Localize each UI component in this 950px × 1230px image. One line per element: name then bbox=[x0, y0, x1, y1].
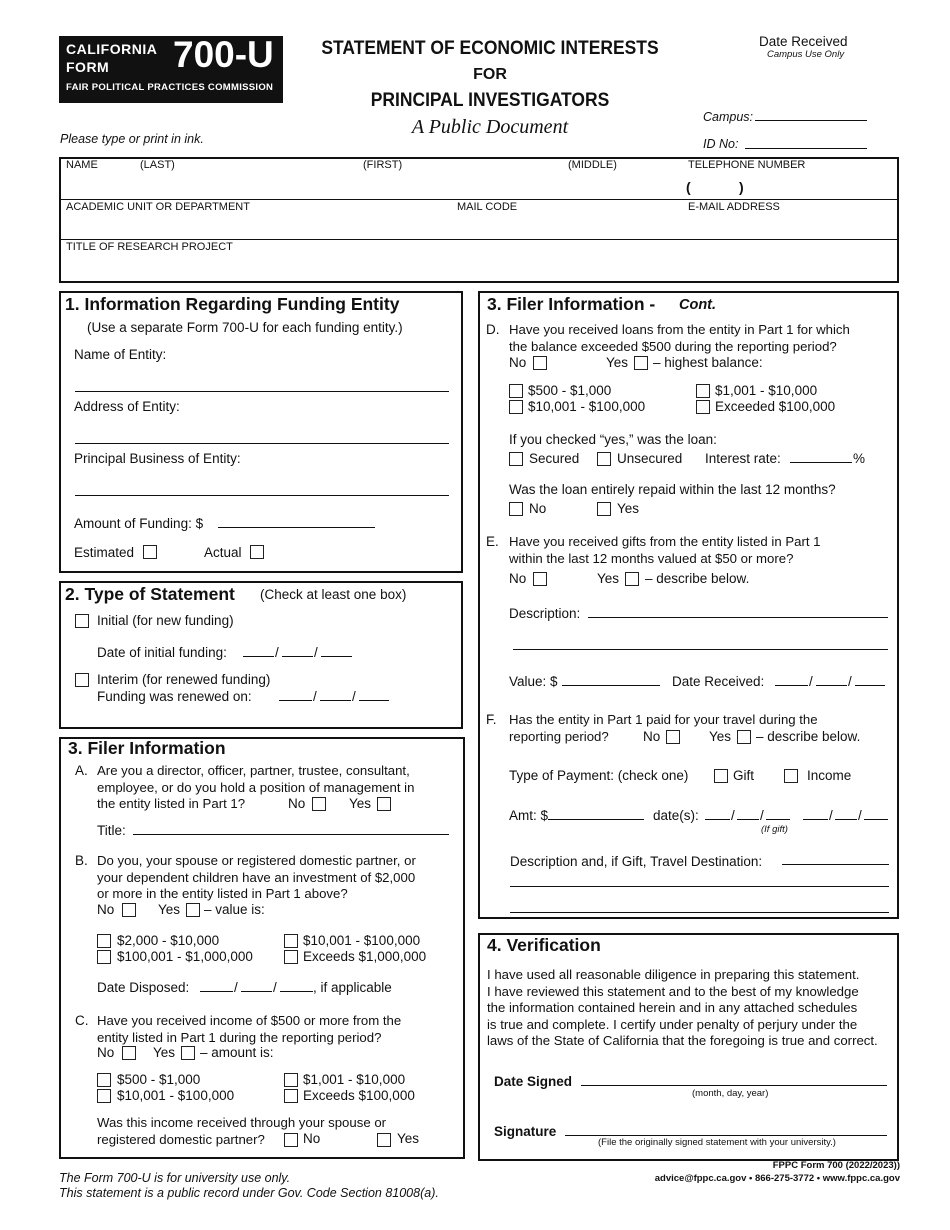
payment-income-checkbox[interactable] bbox=[784, 769, 798, 783]
initial-checkbox[interactable] bbox=[75, 614, 89, 628]
date-disposed-slash-1: / bbox=[234, 980, 238, 995]
q-e-text: Have you received gifts from the entity listed in Part 1 within the last 12 months valued at $50 or more? bbox=[509, 534, 821, 566]
interest-rate-label: Interest rate: bbox=[705, 451, 781, 466]
q-c-spouse-yes-checkbox[interactable] bbox=[377, 1133, 391, 1147]
q-c-range-3: $10,001 - $100,000 bbox=[117, 1088, 235, 1103]
file-note: (File the originally signed statement with your university.) bbox=[598, 1137, 836, 1148]
q-e-letter: E. bbox=[486, 534, 499, 549]
academic-unit-input[interactable] bbox=[62, 214, 452, 237]
gift-description-label: Description: bbox=[509, 606, 581, 621]
travel-description-line-3[interactable] bbox=[510, 912, 889, 913]
q-c-yes-label: Yes bbox=[153, 1045, 176, 1060]
travel-description-line-1[interactable] bbox=[782, 864, 889, 865]
repaid-no-checkbox[interactable] bbox=[509, 502, 523, 516]
renewed-date-day[interactable] bbox=[320, 700, 351, 701]
q-c-range-2-checkbox[interactable] bbox=[284, 1073, 298, 1087]
ident-divider-1 bbox=[59, 199, 899, 200]
if-gift-note: (If gift) bbox=[761, 824, 788, 835]
travel-date2-month[interactable] bbox=[803, 819, 828, 820]
q-c-letter: C. bbox=[75, 1013, 89, 1028]
q-c-range-2: $1,001 - $10,000 bbox=[303, 1072, 406, 1087]
q-d-range-4-checkbox[interactable] bbox=[696, 400, 710, 414]
payment-income-label: Income bbox=[807, 768, 852, 783]
q-a-letter: A. bbox=[75, 763, 88, 778]
date-disposed-day[interactable] bbox=[241, 991, 272, 992]
form-subtitle: A Public Document bbox=[411, 116, 569, 138]
position-title-label: Title: bbox=[97, 823, 126, 838]
q-b-range-4-checkbox[interactable] bbox=[284, 950, 298, 964]
q-a-text: Are you a director, officer, partner, trustee, consultant, employee, or do you hold a position of management in the entity listed in Part 1? bbox=[97, 763, 415, 812]
form-title-1: STATEMENT OF ECONOMIC INTERESTS bbox=[321, 38, 659, 59]
repaid-question: Was the loan entirely repaid within the last 12 months? bbox=[509, 482, 836, 497]
renewed-label: Funding was renewed on: bbox=[97, 689, 252, 704]
form-title-3: PRINCIPAL INVESTIGATORS bbox=[370, 90, 610, 111]
q-e-yes-label: Yes bbox=[597, 571, 620, 586]
section-1-note: (Use a separate Form 700-U for each funding entity.) bbox=[87, 320, 403, 335]
loan-question: If you checked “yes,” was the loan: bbox=[509, 432, 717, 447]
research-title-label: TITLE OF RESEARCH PROJECT bbox=[66, 241, 233, 253]
gift-description-line-1[interactable] bbox=[588, 617, 888, 618]
gift-date-month[interactable] bbox=[775, 685, 808, 686]
id-input-line[interactable] bbox=[745, 148, 867, 149]
verification-text: I have used all reasonable diligence in preparing this statement. I have reviewed this statement and to the best of my knowledge the information contained herein and in any attached schedules is true and complete. I certify under penalty of perjury under the laws of the State of California that the foregoing is true and correct. bbox=[487, 967, 878, 1049]
name-input[interactable] bbox=[62, 172, 682, 197]
interest-rate-line[interactable] bbox=[790, 462, 852, 463]
name-label: NAME bbox=[66, 159, 98, 171]
q-d-no-label: No bbox=[509, 355, 527, 370]
q-b-range-2-checkbox[interactable] bbox=[284, 934, 298, 948]
q-b-range-3-checkbox[interactable] bbox=[97, 950, 111, 964]
form-badge bbox=[59, 36, 283, 103]
q-b-range-4: Exceeds $1,000,000 bbox=[303, 949, 427, 964]
section-2-title: 2. Type of Statement bbox=[65, 584, 235, 604]
q-d-range-2-checkbox[interactable] bbox=[696, 384, 710, 398]
q-d-range-1-checkbox[interactable] bbox=[509, 384, 523, 398]
gift-value-line[interactable] bbox=[562, 685, 660, 686]
footer-left-1: The Form 700-U is for university use only. bbox=[59, 1171, 291, 1185]
middle-name-label: (MIDDLE) bbox=[568, 159, 617, 171]
campus-input-line[interactable] bbox=[755, 120, 867, 121]
section-1-title: 1. Information Regarding Funding Entity bbox=[65, 294, 400, 314]
q-f-text: Has the entity in Part 1 paid for your travel during the reporting period? bbox=[509, 712, 818, 744]
q-d-range-3: $10,001 - $100,000 bbox=[528, 399, 646, 414]
initial-date-label: Date of initial funding: bbox=[97, 645, 227, 660]
campus-use-label: Campus Use Only bbox=[767, 49, 845, 60]
gift-date-slash-1: / bbox=[809, 674, 813, 689]
q-a-yes-checkbox[interactable] bbox=[377, 797, 391, 811]
date-disposed-slash-2: / bbox=[273, 980, 277, 995]
renewed-date-year[interactable] bbox=[359, 700, 389, 701]
repaid-no-label: No bbox=[529, 501, 547, 516]
travel-description-label: Description and, if Gift, Travel Destination: bbox=[510, 854, 763, 869]
section-3-cont-label: Cont. bbox=[679, 297, 717, 313]
actual-label: Actual bbox=[204, 545, 242, 560]
q-d-range-3-checkbox[interactable] bbox=[509, 400, 523, 414]
q-a-no-checkbox[interactable] bbox=[312, 797, 326, 811]
date-signed-line[interactable] bbox=[581, 1085, 887, 1086]
last-name-label: (LAST) bbox=[140, 159, 175, 171]
q-f-no-checkbox[interactable] bbox=[666, 730, 680, 744]
signature-line[interactable] bbox=[565, 1135, 887, 1136]
initial-date-year[interactable] bbox=[321, 656, 352, 657]
q-d-range-1: $500 - $1,000 bbox=[528, 383, 612, 398]
id-label: ID No: bbox=[703, 137, 739, 151]
q-c-yes-checkbox[interactable] bbox=[181, 1046, 195, 1060]
month-day-year-note: (month, day, year) bbox=[692, 1088, 769, 1099]
commission-name: FAIR POLITICAL PRACTICES COMMISSION bbox=[66, 82, 274, 93]
repaid-yes-checkbox[interactable] bbox=[597, 502, 611, 516]
initial-date-slash-1: / bbox=[275, 645, 279, 660]
travel-date1-slash-2: / bbox=[760, 808, 764, 823]
q-e-describe: – describe below. bbox=[645, 571, 750, 586]
travel-date1-slash-1: / bbox=[731, 808, 735, 823]
q-b-text: Do you, your spouse or registered domestic partner, or your dependent children have an investment of $2,000 or more in the entity listed in Part 1 above? bbox=[97, 853, 416, 902]
entity-business-line[interactable] bbox=[75, 495, 449, 496]
ink-note: Please type or print in ink. bbox=[60, 132, 204, 146]
q-c-amount-is: – amount is: bbox=[200, 1045, 274, 1060]
date-disposed-label: Date Disposed: bbox=[97, 980, 190, 995]
entity-address-line[interactable] bbox=[75, 443, 449, 444]
q-a-yes-label: Yes bbox=[349, 796, 372, 811]
q-c-range-1: $500 - $1,000 bbox=[117, 1072, 201, 1087]
gift-value-label: Value: $ bbox=[509, 674, 558, 689]
telephone-label: TELEPHONE NUMBER bbox=[688, 159, 806, 171]
travel-date2-slash-2: / bbox=[858, 808, 862, 823]
academic-unit-label: ACADEMIC UNIT OR DEPARTMENT bbox=[66, 201, 250, 213]
funding-amount-label: Amount of Funding: $ bbox=[74, 516, 204, 531]
funding-amount-line[interactable] bbox=[218, 527, 375, 528]
mail-code-label: MAIL CODE bbox=[457, 201, 518, 213]
date-received-label: Date Received bbox=[759, 34, 848, 49]
unsecured-checkbox[interactable] bbox=[597, 452, 611, 466]
date-disposed-year[interactable] bbox=[280, 991, 313, 992]
initial-date-month[interactable] bbox=[243, 656, 274, 657]
repaid-yes-label: Yes bbox=[617, 501, 640, 516]
travel-dates-label: date(s): bbox=[653, 808, 699, 823]
q-c-no-checkbox[interactable] bbox=[122, 1046, 136, 1060]
section-2-note: (Check at least one box) bbox=[260, 587, 407, 602]
payment-gift-checkbox[interactable] bbox=[714, 769, 728, 783]
q-c-spouse-no-checkbox[interactable] bbox=[284, 1133, 298, 1147]
phone-paren-close: ) bbox=[739, 179, 744, 195]
q-c-no-label: No bbox=[97, 1045, 115, 1060]
phone-paren-open: ( bbox=[686, 179, 691, 195]
actual-checkbox[interactable] bbox=[250, 545, 264, 559]
q-a-no-label: No bbox=[288, 796, 306, 811]
section-4-title: 4. Verification bbox=[487, 935, 601, 955]
first-name-label: (FIRST) bbox=[363, 159, 403, 171]
q-f-yes-checkbox[interactable] bbox=[737, 730, 751, 744]
q-c-spouse-text: Was this income received through your spouse or registered domestic partner? bbox=[97, 1115, 387, 1147]
entity-name-line[interactable] bbox=[75, 391, 449, 392]
mail-code-input[interactable] bbox=[455, 214, 680, 237]
q-b-range-2: $10,001 - $100,000 bbox=[303, 933, 421, 948]
q-c-range-3-checkbox[interactable] bbox=[97, 1089, 111, 1103]
research-title-input[interactable] bbox=[62, 254, 894, 280]
entity-address-label: Address of Entity: bbox=[74, 399, 180, 414]
travel-date2-day[interactable] bbox=[835, 819, 857, 820]
payment-gift-label: Gift bbox=[733, 768, 755, 783]
q-f-yes-label: Yes bbox=[709, 729, 732, 744]
q-d-no-checkbox[interactable] bbox=[533, 356, 547, 370]
secured-label: Secured bbox=[529, 451, 580, 466]
if-applicable-label: , if applicable bbox=[313, 980, 392, 995]
campus-label: Campus: bbox=[703, 110, 754, 124]
initial-date-slash-2: / bbox=[314, 645, 318, 660]
form-number: 700-U bbox=[173, 34, 274, 75]
q-b-letter: B. bbox=[75, 853, 88, 868]
q-b-no-label: No bbox=[97, 902, 115, 917]
q-d-range-4: Exceeded $100,000 bbox=[715, 399, 836, 414]
badge-california: CALIFORNIA bbox=[66, 41, 158, 57]
q-c-range-4-checkbox[interactable] bbox=[284, 1089, 298, 1103]
q-f-no-label: No bbox=[643, 729, 661, 744]
interest-pct: % bbox=[853, 451, 866, 466]
email-input[interactable] bbox=[686, 214, 894, 237]
q-f-describe: – describe below. bbox=[756, 729, 861, 744]
secured-checkbox[interactable] bbox=[509, 452, 523, 466]
travel-amt-label: Amt: $ bbox=[509, 808, 549, 823]
ident-divider-2 bbox=[59, 239, 899, 240]
q-b-value-is: – value is: bbox=[204, 902, 265, 917]
interim-label: Interim (for renewed funding) bbox=[97, 672, 271, 687]
date-signed-label: Date Signed bbox=[494, 1074, 573, 1089]
gift-date-slash-2: / bbox=[848, 674, 852, 689]
signature-label: Signature bbox=[494, 1124, 557, 1139]
entity-name-label: Name of Entity: bbox=[74, 347, 167, 362]
section-3-title: 3. Filer Information bbox=[68, 738, 226, 758]
q-b-no-checkbox[interactable] bbox=[122, 903, 136, 917]
estimated-checkbox[interactable] bbox=[143, 545, 157, 559]
section-3-cont-title: 3. Filer Information - bbox=[487, 294, 656, 314]
q-d-range-2: $1,001 - $10,000 bbox=[715, 383, 818, 398]
footer-left-2: This statement is a public record under Gov. Code Section 81008(a). bbox=[59, 1186, 439, 1200]
travel-date2-year[interactable] bbox=[864, 819, 888, 820]
initial-date-day[interactable] bbox=[282, 656, 313, 657]
payment-type-label: Type of Payment: (check one) bbox=[509, 768, 689, 783]
q-b-range-1-checkbox[interactable] bbox=[97, 934, 111, 948]
q-d-text: Have you received loans from the entity in Part 1 for which the balance exceeded $500 during the reporting period? bbox=[509, 322, 850, 354]
gift-description-line-2[interactable] bbox=[513, 649, 888, 650]
footer-right-2: advice@fppc.ca.gov • 866-275-3772 • www.fppc.ca.gov bbox=[654, 1173, 900, 1184]
travel-description-line-2[interactable] bbox=[510, 886, 889, 887]
q-e-no-label: No bbox=[509, 571, 527, 586]
gift-date-year[interactable] bbox=[855, 685, 885, 686]
travel-amt-line[interactable] bbox=[548, 819, 644, 820]
q-d-letter: D. bbox=[486, 322, 500, 337]
q-c-spouse-no-label: No bbox=[303, 1131, 321, 1146]
renewed-date-month[interactable] bbox=[279, 700, 312, 701]
interim-checkbox[interactable] bbox=[75, 673, 89, 687]
estimated-label: Estimated bbox=[74, 545, 135, 560]
footer-right-1: FPPC Form 700 (2022/2023)) bbox=[772, 1160, 900, 1171]
q-c-range-4: Exceeds $100,000 bbox=[303, 1088, 415, 1103]
unsecured-label: Unsecured bbox=[617, 451, 683, 466]
entity-business-label: Principal Business of Entity: bbox=[74, 451, 241, 466]
q-b-range-3: $100,001 - $1,000,000 bbox=[117, 949, 253, 964]
q-c-range-1-checkbox[interactable] bbox=[97, 1073, 111, 1087]
q-d-yes-label: Yes bbox=[606, 355, 629, 370]
travel-date2-slash-1: / bbox=[829, 808, 833, 823]
q-e-yes-checkbox[interactable] bbox=[625, 572, 639, 586]
initial-label: Initial (for new funding) bbox=[97, 613, 234, 628]
q-b-yes-checkbox[interactable] bbox=[186, 903, 200, 917]
email-label: E-MAIL ADDRESS bbox=[688, 201, 780, 213]
form-title-2: FOR bbox=[473, 66, 507, 83]
q-b-yes-label: Yes bbox=[158, 902, 181, 917]
gift-date-day[interactable] bbox=[816, 685, 847, 686]
travel-date1-year[interactable] bbox=[766, 819, 790, 820]
renewed-date-slash-1: / bbox=[313, 689, 317, 704]
position-title-line[interactable] bbox=[133, 834, 449, 835]
q-d-yes-checkbox[interactable] bbox=[634, 356, 648, 370]
q-f-letter: F. bbox=[486, 712, 497, 727]
travel-date1-day[interactable] bbox=[737, 819, 759, 820]
gift-date-received-label: Date Received: bbox=[672, 674, 765, 689]
q-e-no-checkbox[interactable] bbox=[533, 572, 547, 586]
q-d-highest: – highest balance: bbox=[653, 355, 763, 370]
renewed-date-slash-2: / bbox=[352, 689, 356, 704]
telephone-input[interactable] bbox=[694, 172, 894, 197]
q-b-range-1: $2,000 - $10,000 bbox=[117, 933, 220, 948]
travel-date1-month[interactable] bbox=[705, 819, 730, 820]
q-c-text: Have you received income of $500 or more from the entity listed in Part 1 during the reporting period? bbox=[97, 1013, 402, 1045]
date-disposed-month[interactable] bbox=[200, 991, 233, 992]
q-c-spouse-yes-label: Yes bbox=[397, 1131, 420, 1146]
badge-form: FORM bbox=[66, 59, 110, 75]
